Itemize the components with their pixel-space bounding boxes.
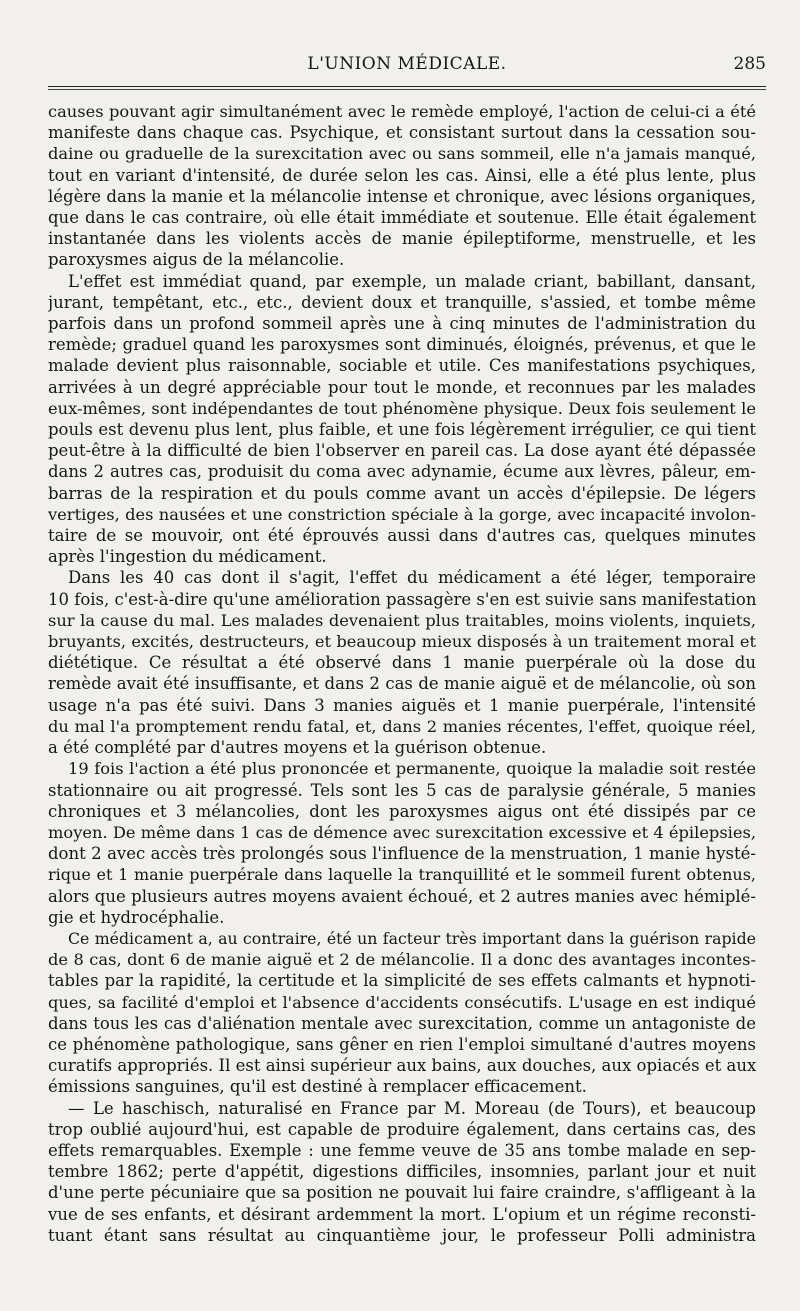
text-line: rique et 1 manie puerpérale dans laquelle la tranquillité et le sommeil furent obtenus, <box>48 865 756 885</box>
text-line: après l'ingestion du médicament. <box>48 547 327 567</box>
text-line: dans 2 autres cas, produisit du coma avec adynamie, écume aux lèvres, pâleur, em- <box>48 462 756 482</box>
text-line: tout en variant d'intensité, de durée selon les cas. Ainsi, elle a été plus lente, plus <box>48 165 756 185</box>
text-line: curatifs appropriés. Il est ainsi supérieur aux bains, aux douches, aux opiacés et aux <box>48 1056 756 1076</box>
text-line: de 8 cas, dont 6 de manie aiguë et 2 de mélancolie. Il a donc des avantages incontes- <box>48 950 756 970</box>
text-line: ques, sa facilité d'emploi et l'absence d'accidents consécutifs. L'usage en est indiqué <box>48 992 756 1012</box>
text-line: jurant, tempêtant, etc., etc., devient doux et tranquille, s'assied, et tombe même <box>48 292 756 312</box>
body-text <box>48 101 756 1246</box>
text-line: alors que plusieurs autres moyens avaient échoué, et 2 autres manies avec hémiplé- <box>48 886 756 906</box>
text-line: peut-être à la difficulté de bien l'observer en pareil cas. La dose ayant été dépassée <box>48 441 756 461</box>
text-line: dont 2 avec accès très prolongés sous l'influence de la menstruation, 1 manie hysté- <box>48 844 756 864</box>
text-line: malade devient plus raisonnable, sociable et utile. Ces manifestations psychiques, <box>48 356 756 376</box>
text-line: stationnaire ou ait progressé. Tels sont les 5 cas de paralysie générale, 5 manies <box>48 780 756 800</box>
text-line: L'effet est immédiat quand, par exemple, un malade criant, babillant, dansant, <box>68 271 756 291</box>
header-rule-secondary <box>48 89 766 90</box>
text-line: manifeste dans chaque cas. Psychique, et consistant surtout dans la cessation sou- <box>48 123 756 143</box>
running-title: L'UNION MÉDICALE. <box>307 54 507 74</box>
text-line: ce phénomène pathologique, sans gêner en rien l'emploi simultané d'autres moyens <box>48 1034 756 1054</box>
text-line: 10 fois, c'est-à-dire qu'une amélioration passagère s'en est suivie sans manifestation <box>48 589 756 609</box>
text-line: remède; graduel quand les paroxysmes sont diminués, éloignés, prévenus, et que le <box>48 335 756 355</box>
text-line: légère dans la manie et la mélancolie intense et chronique, avec lésions organiques, <box>48 186 756 206</box>
text-line: dans tous les cas d'aliénation mentale avec surexcitation, comme un antagoniste de <box>48 1013 756 1033</box>
text-line: eux-mêmes, sont indépendantes de tout phénomène physique. Deux fois seulement le <box>48 398 756 418</box>
page-header <box>48 54 766 84</box>
text-line: d'une perte pécuniaire que sa position ne pouvait lui faire craindre, s'affligeant à la <box>48 1183 756 1203</box>
text-line: instantanée dans les violents accès de manie épileptiforme, menstruelle, et les <box>48 229 756 249</box>
text-line: usage n'a pas été suivi. Dans 3 manies aiguës et 1 manie puerpérale, l'intensité <box>48 695 756 715</box>
text-line: paroxysmes aigus de la mélancolie. <box>48 250 345 270</box>
text-line: arrivées à un degré appréciable pour tout le monde, et reconnues par les malades <box>48 377 756 397</box>
text-line: vue de ses enfants, et désirant ardemment la mort. L'opium et un régime reconsti- <box>48 1204 756 1224</box>
text-line: daine ou graduelle de la surexcitation avec ou sans sommeil, elle n'a jamais manqué, <box>48 144 756 164</box>
text-line: pouls est devenu plus lent, plus faible, et une fois légèrement irrégulier, ce qui tient <box>48 420 756 440</box>
text-line: tembre 1862; perte d'appétit, digestions difficiles, insomnies, parlant jour et nuit <box>48 1162 756 1182</box>
text-line: effets remarquables. Exemple : une femme veuve de 35 ans tombe malade en sep- <box>48 1140 756 1160</box>
text-line: causes pouvant agir simultanément avec le remède employé, l'action de celui-ci a été <box>48 102 756 121</box>
text-line: parfois dans un profond sommeil après une à cinq minutes de l'administration du <box>48 314 756 334</box>
text-line: tuant étant sans résultat au cinquantième jour, le professeur Polli administra <box>48 1225 756 1245</box>
text-line: Ce médicament a, au contraire, été un facteur très important dans la guérison rapide <box>68 928 756 948</box>
text-line: remède avait été insuffisante, et dans 2 cas de manie aiguë et de mélancolie, où son <box>48 674 756 694</box>
page-number: 285 <box>733 54 766 74</box>
text-line: du mal l'a promptement rendu fatal, et, dans 2 manies récentes, l'effet, quoique réel, <box>48 716 756 736</box>
text-line: barras de la respiration et du pouls comme avant un accès d'épilepsie. De légers <box>48 483 756 503</box>
text-line: — Le haschisch, naturalisé en France par M. Moreau (de Tours), et beaucoup <box>68 1098 756 1118</box>
text-line: taire de se mouvoir, ont été éprouvés aussi dans d'autres cas, quelques minutes <box>48 526 756 546</box>
text-line: trop oublié aujourd'hui, est capable de produire également, dans certains cas, des <box>48 1119 756 1139</box>
text-line: chroniques et 3 mélancolies, dont les paroxysmes aigus ont été dissipés par ce <box>48 801 756 821</box>
text-line: gie et hydrocéphalie. <box>48 907 225 927</box>
text-line: moyen. De même dans 1 cas de démence avec surexcitation excessive et 4 épilepsies, <box>48 822 756 842</box>
header-rule <box>48 86 766 87</box>
text-line: a été complété par d'autres moyens et la guérison obtenue. <box>48 738 547 758</box>
text-line: que dans le cas contraire, où elle était immédiate et soutenue. Elle était également <box>48 208 756 228</box>
text-line: tables par la rapidité, la certitude et la simplicité de ses effets calmants et hypnoti- <box>48 971 756 991</box>
text-line: 19 fois l'action a été plus prononcée et permanente, quoique la maladie soit restée <box>68 759 756 779</box>
text-line: diététique. Ce résultat a été observé dans 1 manie puerpérale où la dose du <box>48 653 756 673</box>
text-line: bruyants, excités, destructeurs, et beaucoup mieux disposés à un traitement moral et <box>48 632 756 652</box>
text-line: sur la cause du mal. Les malades devenaient plus traitables, moins violents, inquiets, <box>48 610 756 630</box>
text-line: Dans les 40 cas dont il s'agit, l'effet du médicament a été léger, temporaire <box>68 568 756 588</box>
text-line: émissions sanguines, qu'il est destiné à remplacer efficacement. <box>48 1077 587 1097</box>
text-line: vertiges, des nausées et une constriction spéciale à la gorge, avec incapacité involon- <box>48 504 756 524</box>
